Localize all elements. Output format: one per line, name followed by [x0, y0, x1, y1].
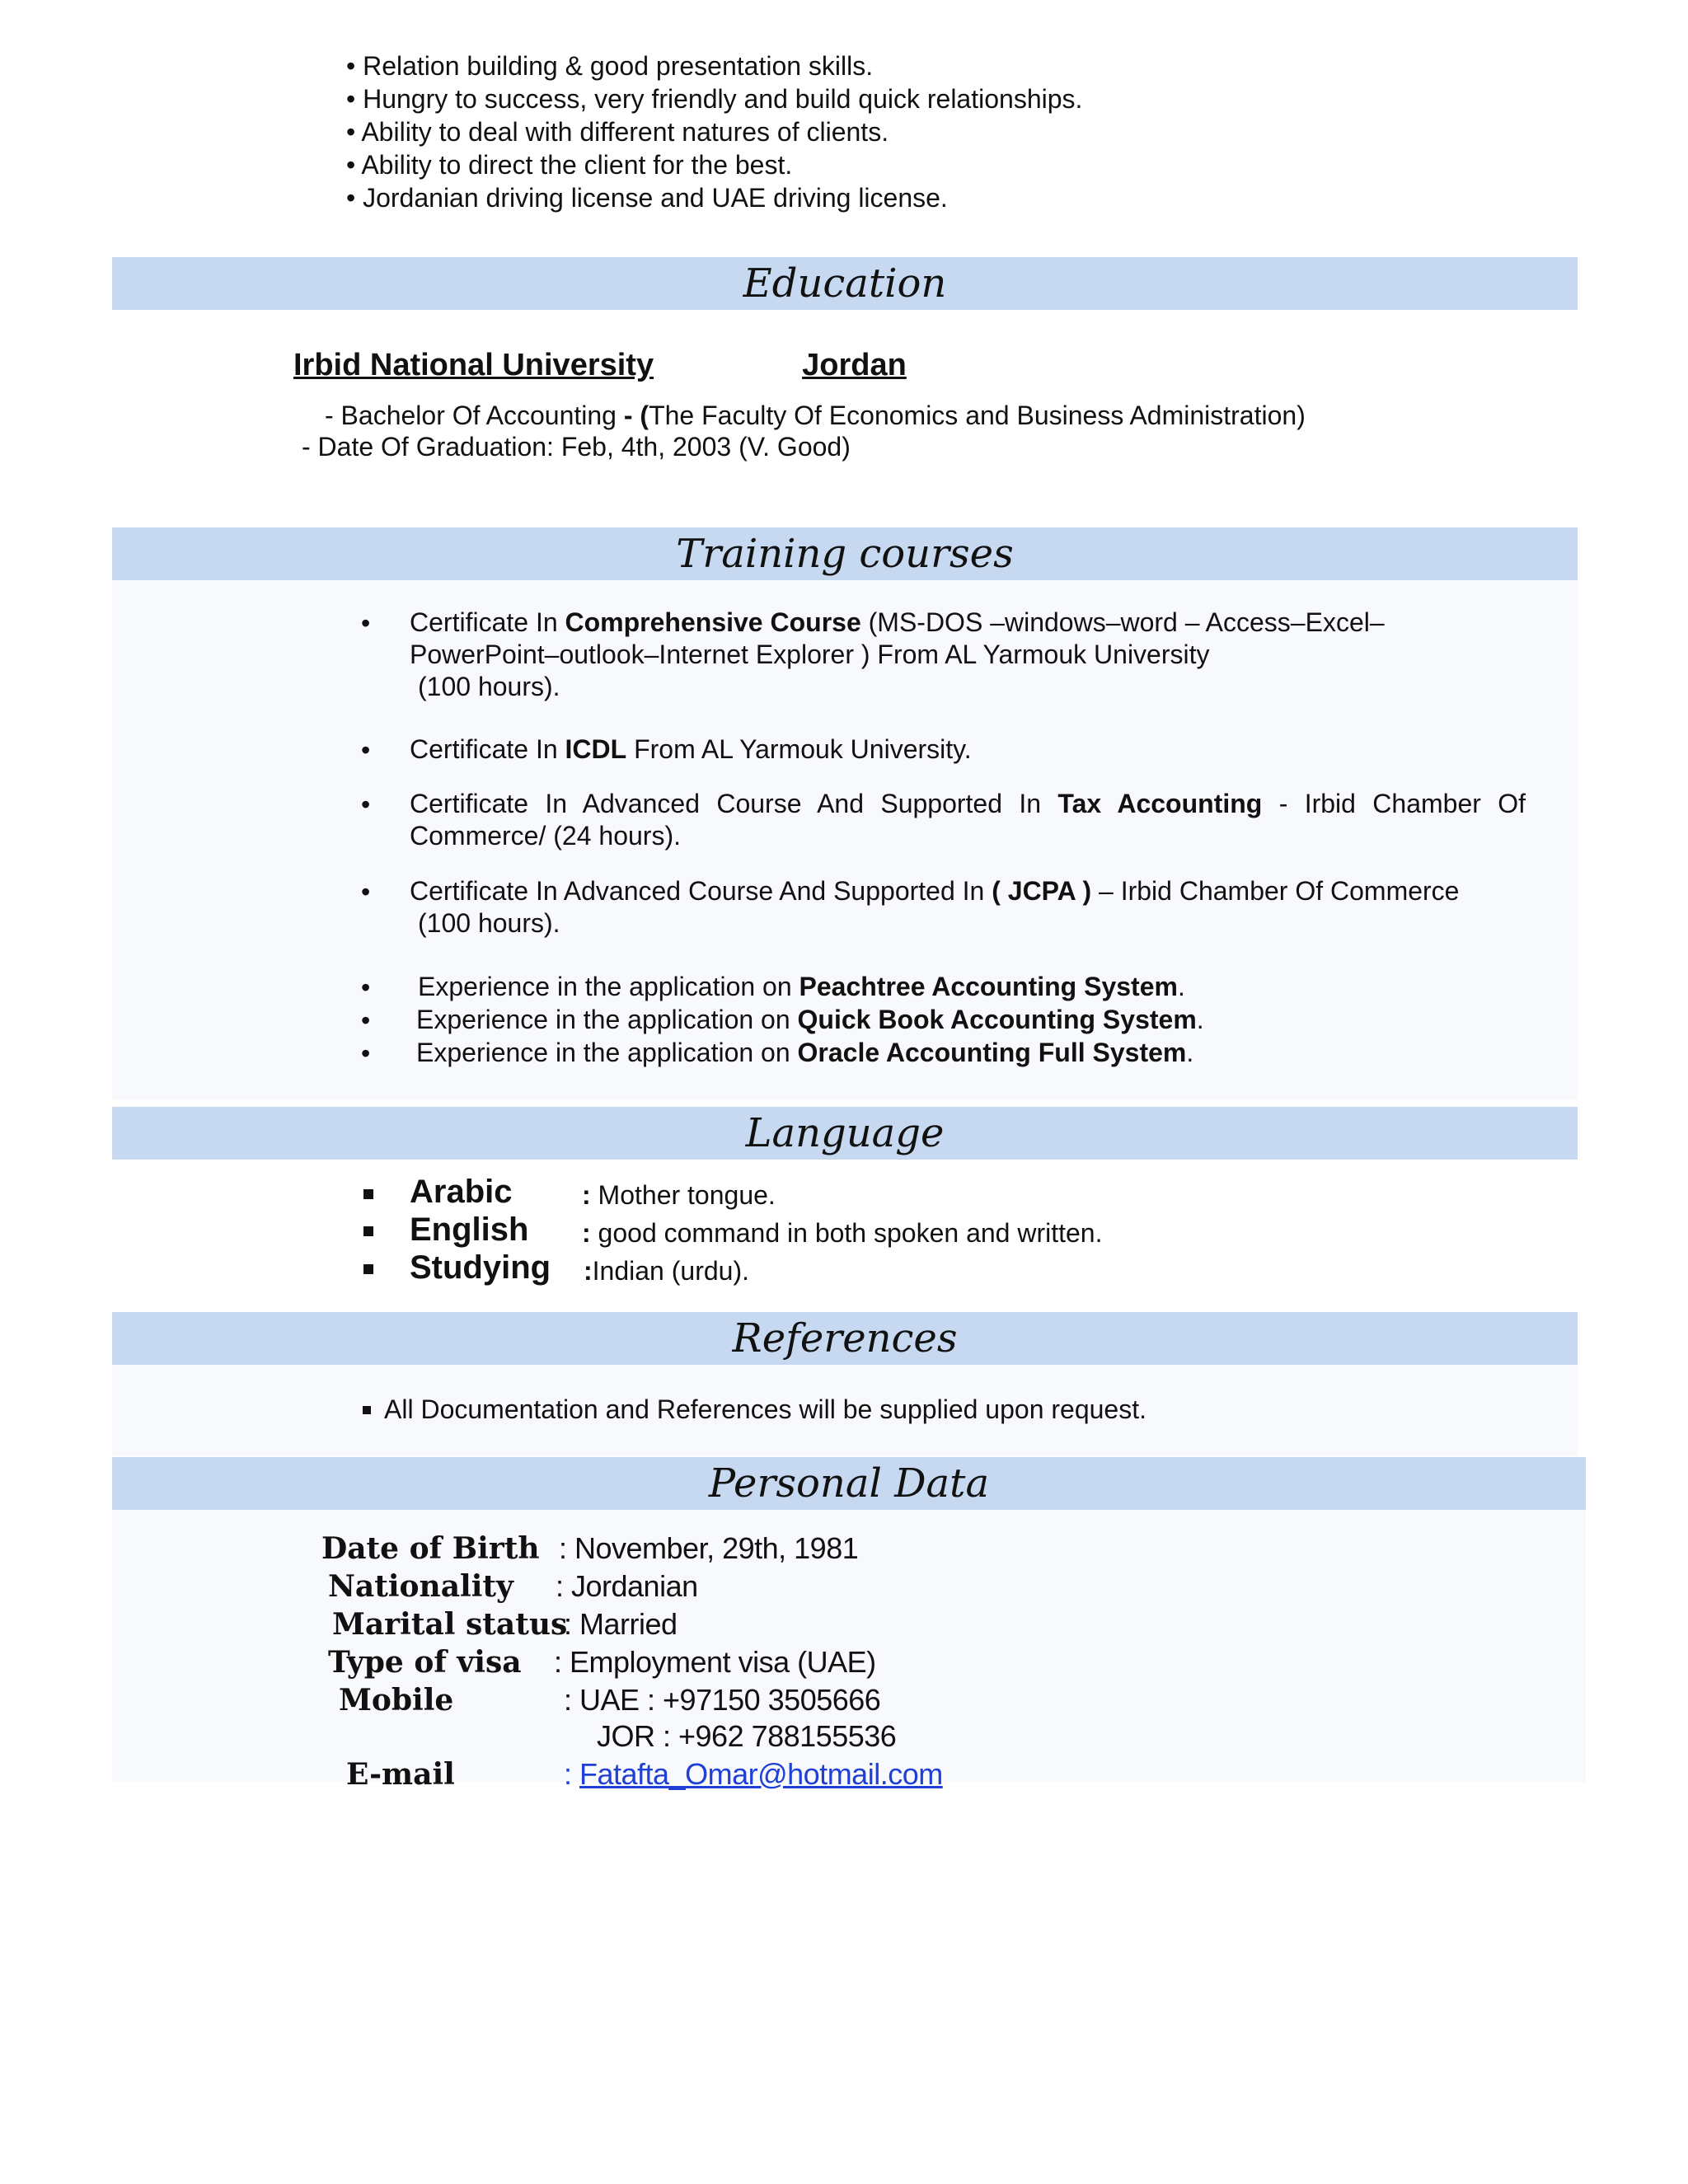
email-value: : Fatafta_Omar@hotmail.com	[564, 1757, 943, 1791]
language-value: : Mother tongue.	[582, 1180, 776, 1210]
visa-value: : Employment visa (UAE)	[554, 1645, 876, 1679]
nationality-label: Nationality	[328, 1569, 513, 1604]
email-link[interactable]: Fatafta_Omar@hotmail.com	[579, 1757, 943, 1791]
email-label: E-mail	[346, 1757, 455, 1792]
references-header-bar	[112, 1312, 1578, 1365]
nationality-value: : Jordanian	[556, 1569, 698, 1603]
training-item-peachtree: Experience in the application on Peachtree Accounting System.	[418, 972, 1185, 1001]
bullet-square-icon	[363, 1264, 373, 1274]
bullet-square-icon	[363, 1226, 373, 1236]
skill-item: • Hungry to success, very friendly and build quick relationships.	[346, 84, 1083, 114]
language-value: :Indian (urdu).	[584, 1256, 749, 1286]
education-title: Education	[743, 260, 947, 307]
training-item-jcpa: Certificate In Advanced Course And Supported In ( JCPA ) – Irbid Chamber Of Commerce (100 hours).	[410, 876, 1460, 938]
training-bullet: •	[361, 608, 371, 638]
training-title: Training courses	[676, 531, 1014, 577]
references-text: All Documentation and References will be supplied upon request.	[384, 1394, 1146, 1424]
training-item-icdl: Certificate In ICDL From AL Yarmouk University.	[410, 734, 972, 764]
training-item-tax: Certificate In Advanced Course And Supported In Tax Accounting - Irbid Chamber Of Commerce/ (24 hours).	[410, 789, 1526, 851]
university-country: Jordan	[802, 348, 907, 382]
training-bullet: •	[361, 1005, 371, 1035]
university-name: Irbid National University	[293, 348, 654, 382]
marital-label: Marital status	[332, 1607, 568, 1642]
visa-label: Type of visa	[328, 1645, 522, 1680]
education-header-bar	[112, 257, 1578, 310]
mobile-label: Mobile	[339, 1683, 454, 1718]
skill-item: • Relation building & good presentation skills.	[346, 51, 874, 81]
training-bullet: •	[361, 972, 371, 1002]
references-title: References	[732, 1315, 958, 1361]
bullet-square-icon	[363, 1189, 373, 1199]
training-item-oracle: Experience in the application on Oracle Accounting Full System.	[416, 1038, 1194, 1067]
language-name: Arabic	[410, 1174, 513, 1210]
training-bullet: •	[361, 1038, 371, 1068]
training-item-comprehensive: Certificate In Comprehensive Course (MS-DOS –windows–word – Access–Excel– PowerPoint–outlook–Internet Explorer ) From AL Yarmouk University (100 hours).	[410, 607, 1385, 701]
skill-item: • Ability to deal with different natures of clients.	[346, 117, 889, 147]
training-header-bar	[112, 527, 1578, 580]
language-name: English	[410, 1212, 529, 1248]
language-header-bar	[112, 1107, 1578, 1160]
personal-title: Personal Data	[708, 1460, 990, 1507]
training-bullet: •	[361, 790, 371, 819]
training-bullet: •	[361, 735, 371, 765]
mobile-uae-value: : UAE : +97150 3505666	[564, 1683, 881, 1717]
mobile-jor-value: JOR : +962 788155536	[597, 1719, 897, 1753]
personal-header-bar	[112, 1457, 1586, 1510]
dob-value: : November, 29th, 1981	[559, 1531, 859, 1565]
language-value: : good command in both spoken and written.	[582, 1218, 1103, 1248]
marital-value: : Married	[564, 1607, 678, 1641]
language-title: Language	[745, 1110, 945, 1156]
skill-item: • Ability to direct the client for the best.	[346, 150, 793, 180]
graduation-line: - Date Of Graduation: Feb, 4th, 2003 (V. Good)	[302, 432, 851, 462]
dob-label: Date of Birth	[321, 1531, 540, 1566]
degree-line: - Bachelor Of Accounting - (The Faculty Of Economics and Business Administration)	[325, 401, 1306, 430]
bullet-square-icon	[363, 1406, 371, 1414]
skill-item: • Jordanian driving license and UAE driving license.	[346, 183, 948, 213]
university-heading	[293, 348, 907, 383]
training-item-quickbook: Experience in the application on Quick Book Accounting System.	[416, 1005, 1204, 1034]
training-bullet: •	[361, 877, 371, 907]
language-name: Studying	[410, 1249, 551, 1286]
